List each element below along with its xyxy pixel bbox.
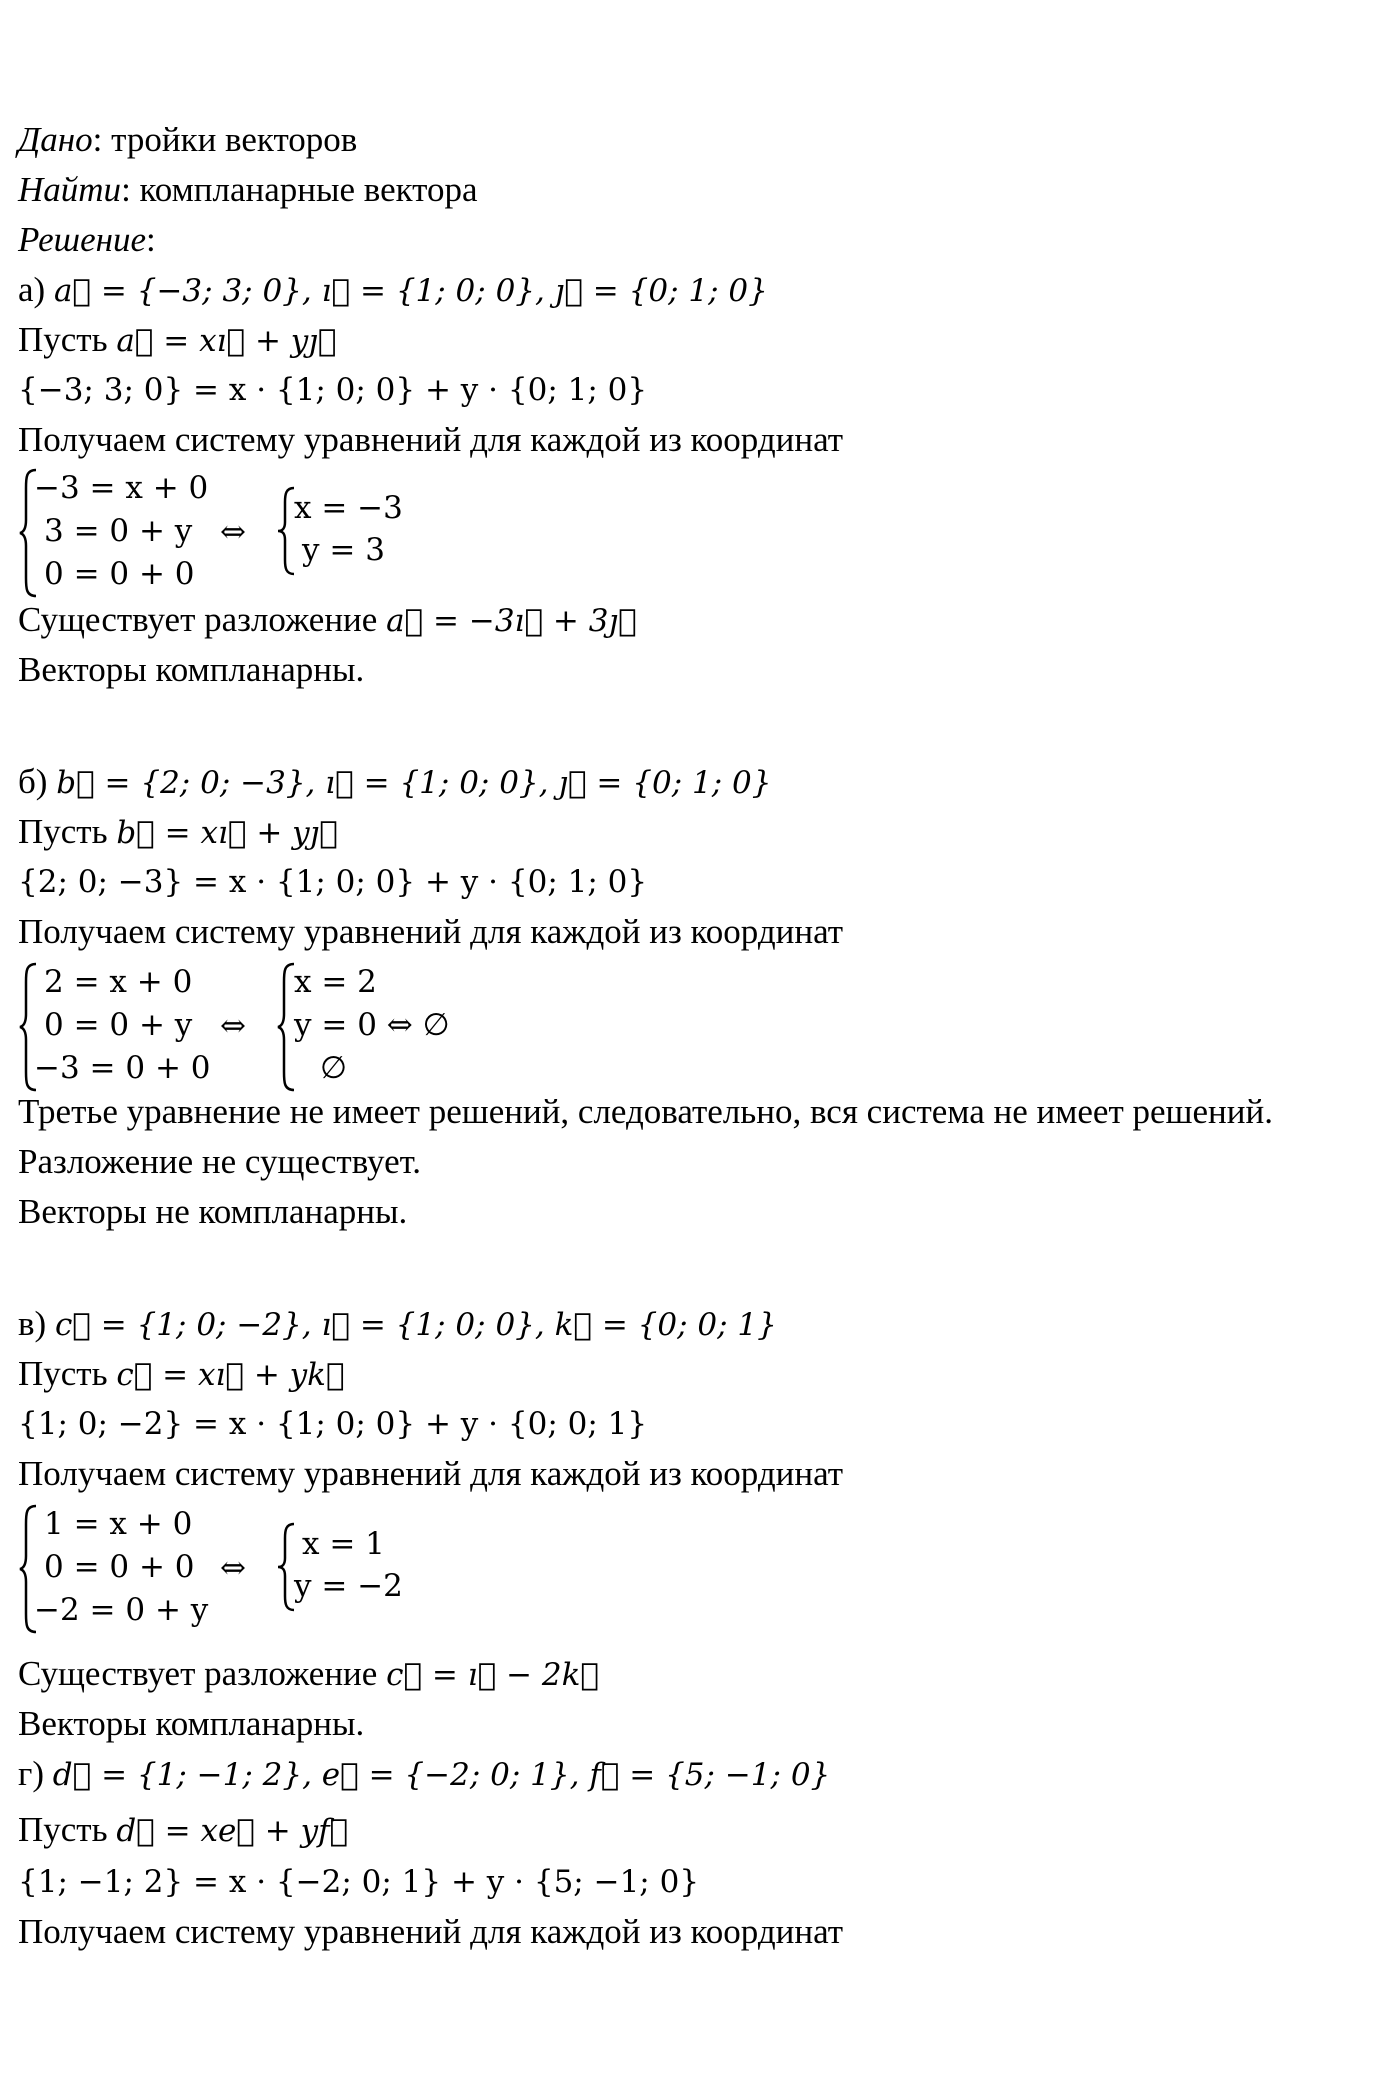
condition-formula: a⃗ = {−3; 3; 0}, ı⃗ = {1; 0; 0}, ȷ⃗ = {0; 1; 0} [53,273,768,309]
system-right-row: x = −3 [294,490,403,526]
right-brace [276,962,296,1092]
result-formula: a⃗ = −3ı⃗ + 3ȷ⃗ [386,603,637,639]
solution-label: Решение [18,220,147,259]
let-formula: c⃗ = xı⃗ + yk⃗ [116,1357,345,1393]
right-brace [276,1522,296,1612]
part-a-conclusion: Векторы компланарны. [18,650,365,689]
system-right-row: ∅ [320,1050,348,1086]
part-d-equation: {1; −1; 2} = x · {−2; 0; 1} + y · {5; −1; 0} [18,1864,700,1900]
part-a-result [18,600,637,641]
given-text: : тройки векторов [92,120,358,159]
part-a-condition [18,270,768,311]
solution-colon: : [146,220,156,259]
given-line [18,120,357,160]
result-formula: c⃗ = ı⃗ − 2k⃗ [386,1657,600,1693]
system-right-row: y = −2 [294,1568,403,1604]
system-left-row: 0 = 0 + 0 [44,556,195,592]
result-word: Существует разложение [18,1654,378,1693]
part-c-condition [18,1304,777,1345]
part-b-result: Разложение не существует. [18,1142,422,1181]
let-formula: a⃗ = xı⃗ + yȷ⃗ [116,323,337,359]
system-right-row: y = 3 [302,532,385,568]
part-letter: а) [18,270,46,309]
part-a-system-intro: Получаем систему уравнений для каждой из координат [18,420,844,459]
let-word: Пусть [18,320,108,359]
system-left-row: 2 = x + 0 [44,964,193,1000]
system-left-row: −3 = 0 + 0 [34,1050,211,1086]
system-left-row: 1 = x + 0 [44,1506,193,1542]
iff-symbol: ⇔ [220,514,246,550]
system-left-row: 0 = 0 + y [44,1007,193,1043]
right-brace [276,486,296,576]
part-d-let [18,1810,348,1851]
system-left-row: −2 = 0 + y [34,1592,209,1628]
system-right-row: x = 2 [294,964,377,1000]
part-b-system-intro: Получаем систему уравнений для каждой из координат [18,912,844,951]
part-b-note: Третье уравнение не имеет решений, следовательно, вся система не имеет решений. [18,1092,1273,1131]
part-c-let [18,1354,345,1395]
system-left-row: 3 = 0 + y [44,513,193,549]
condition-formula: c⃗ = {1; 0; −2}, ı⃗ = {1; 0; 0}, k⃗ = {0; 0; 1} [54,1307,777,1343]
part-d-condition [18,1754,830,1795]
iff-symbol: ⇔ [220,1550,246,1586]
let-word: Пусть [18,812,108,851]
find-label: Найти [18,170,122,209]
part-c-equation: {1; 0; −2} = x · {1; 0; 0} + y · {0; 0; 1} [18,1406,648,1442]
part-c-conclusion: Векторы компланарны. [18,1704,365,1743]
system-left-row: 0 = 0 + 0 [44,1549,195,1585]
part-letter: в) [18,1304,47,1343]
result-word: Существует разложение [18,600,378,639]
part-c-result [18,1654,599,1695]
given-label: Дано [18,120,93,159]
part-letter: г) [18,1754,45,1793]
system-right-row: y = 0 ⇔ ∅ [294,1007,450,1043]
part-c-system-intro: Получаем систему уравнений для каждой из координат [18,1454,844,1493]
condition-formula: d⃗ = {1; −1; 2}, e⃗ = {−2; 0; 1}, f⃗ = {5; −1; 0} [52,1757,831,1793]
system-right-row: x = 1 [302,1526,385,1562]
part-d-system-intro: Получаем систему уравнений для каждой из координат [18,1912,844,1951]
part-b-condition [18,762,771,803]
part-b-conclusion: Векторы не компланарны. [18,1192,408,1231]
system-left-row: −3 = x + 0 [34,470,209,506]
part-letter: б) [18,762,48,801]
part-a-equation: {−3; 3; 0} = x · {1; 0; 0} + y · {0; 1; 0} [18,372,648,408]
let-formula: b⃗ = xı⃗ + yȷ⃗ [116,815,338,851]
part-b-equation: {2; 0; −3} = x · {1; 0; 0} + y · {0; 1; 0} [18,864,648,900]
condition-formula: b⃗ = {2; 0; −3}, ı⃗ = {1; 0; 0}, ȷ⃗ = {0; 1; 0} [56,765,772,801]
let-word: Пусть [18,1354,108,1393]
part-b-let [18,812,338,853]
find-text: : компланарные вектора [121,170,478,209]
iff-symbol: ⇔ [220,1008,246,1044]
let-formula: d⃗ = xe⃗ + yf⃗ [116,1813,349,1849]
solution-line [18,220,156,260]
let-word: Пусть [18,1810,108,1849]
find-line [18,170,478,210]
part-a-let [18,320,337,361]
